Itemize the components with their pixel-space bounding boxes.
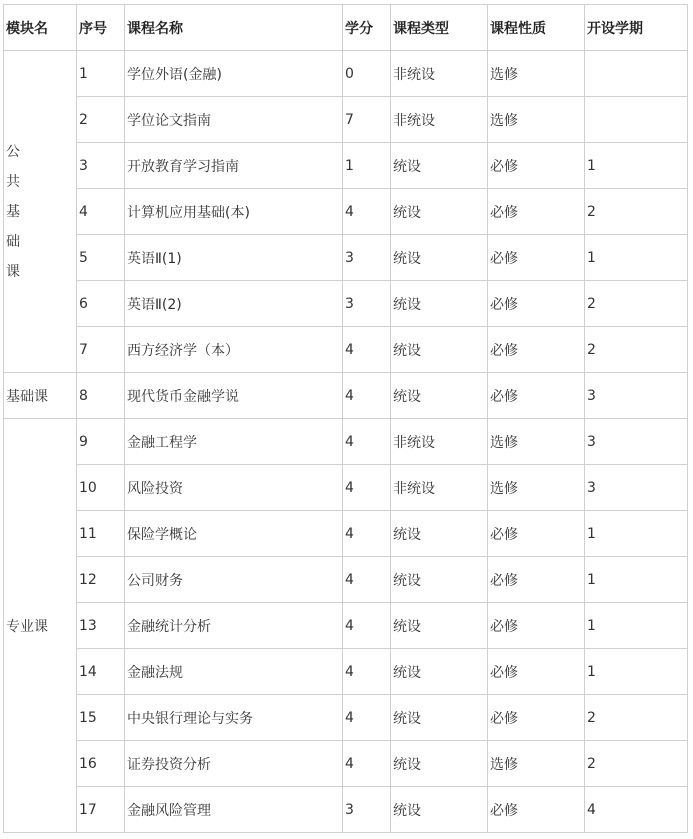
cell-course-name: 金融统计分析 [125,603,343,649]
header-number: 序号 [77,5,125,51]
cell-course-name: 保险学概论 [125,511,343,557]
cell-number: 1 [77,51,125,97]
cell-course-name: 英语Ⅱ(2) [125,281,343,327]
cell-credit: 4 [343,511,391,557]
cell-credit: 4 [343,465,391,511]
cell-course-name: 学位外语(金融) [125,51,343,97]
table-row [4,649,688,695]
header-course-type: 课程类型 [391,5,488,51]
table-row [4,373,688,419]
cell-course-type: 统设 [391,603,488,649]
table-row [4,787,688,833]
cell-course-type: 统设 [391,695,488,741]
cell-number: 6 [77,281,125,327]
module-public-char: 课 [6,263,20,280]
cell-course-type: 非统设 [391,419,488,465]
table-row [4,97,688,143]
cell-course-name: 证券投资分析 [125,741,343,787]
cell-course-nature: 必修 [488,327,585,373]
cell-course-nature: 必修 [488,189,585,235]
cell-term: 3 [585,373,688,419]
cell-course-name: 中央银行理论与实务 [125,695,343,741]
cell-number: 13 [77,603,125,649]
cell-term: 1 [585,235,688,281]
cell-credit: 4 [343,741,391,787]
cell-course-name: 现代货币金融学说 [125,373,343,419]
cell-course-name: 学位论文指南 [125,97,343,143]
table-row [4,327,688,373]
table-row [4,511,688,557]
cell-term: 2 [585,695,688,741]
header-course-nature: 课程性质 [488,5,585,51]
cell-course-type: 统设 [391,327,488,373]
module-public-char: 基 [6,203,20,220]
cell-credit: 4 [343,695,391,741]
cell-course-type: 非统设 [391,97,488,143]
header-row [4,5,688,51]
cell-course-name: 西方经济学（本） [125,327,343,373]
cell-number: 11 [77,511,125,557]
cell-number: 4 [77,189,125,235]
cell-course-nature: 必修 [488,557,585,603]
table-header [4,5,688,51]
cell-term [585,97,688,143]
cell-course-nature: 必修 [488,695,585,741]
cell-course-nature: 选修 [488,419,585,465]
cell-credit: 4 [343,327,391,373]
cell-course-nature: 必修 [488,649,585,695]
header-credit: 学分 [343,5,391,51]
cell-term: 1 [585,649,688,695]
cell-course-nature: 选修 [488,51,585,97]
cell-credit: 4 [343,419,391,465]
module-public-char: 公 [6,143,20,160]
cell-term: 2 [585,741,688,787]
cell-course-type: 统设 [391,649,488,695]
cell-credit: 4 [343,373,391,419]
cell-number: 2 [77,97,125,143]
cell-course-name: 金融风险管理 [125,787,343,833]
cell-credit: 1 [343,143,391,189]
cell-credit: 7 [343,97,391,143]
cell-course-name: 金融工程学 [125,419,343,465]
cell-course-type: 统设 [391,143,488,189]
cell-course-name: 计算机应用基础(本) [125,189,343,235]
cell-number: 17 [77,787,125,833]
cell-credit: 3 [343,281,391,327]
cell-credit: 3 [343,235,391,281]
cell-course-nature: 必修 [488,373,585,419]
cell-credit: 4 [343,649,391,695]
header-course-name: 课程名称 [125,5,343,51]
cell-term: 1 [585,143,688,189]
cell-course-type: 统设 [391,787,488,833]
cell-course-type: 统设 [391,741,488,787]
cell-course-nature: 必修 [488,281,585,327]
cell-credit: 4 [343,557,391,603]
cell-course-name: 英语Ⅱ(1) [125,235,343,281]
cell-course-name: 风险投资 [125,465,343,511]
cell-course-name: 金融法规 [125,649,343,695]
cell-course-nature: 必修 [488,511,585,557]
cell-credit: 0 [343,51,391,97]
cell-course-nature: 必修 [488,143,585,189]
cell-term: 1 [585,557,688,603]
table-row [4,235,688,281]
cell-credit: 3 [343,787,391,833]
table-row [4,603,688,649]
cell-number: 12 [77,557,125,603]
cell-term: 1 [585,511,688,557]
cell-number: 15 [77,695,125,741]
cell-course-type: 统设 [391,373,488,419]
cell-course-nature: 必修 [488,603,585,649]
cell-course-name: 开放教育学习指南 [125,143,343,189]
header-module: 模块名 [4,5,77,51]
cell-course-type: 统设 [391,511,488,557]
cell-course-type: 统设 [391,281,488,327]
table-row [4,51,688,97]
cell-number: 8 [77,373,125,419]
module-major: 专业课 [4,419,77,833]
module-public-char: 共 [6,173,20,190]
table-row [4,189,688,235]
module-basic: 基础课 [4,373,77,419]
cell-number: 9 [77,419,125,465]
cell-number: 14 [77,649,125,695]
cell-number: 7 [77,327,125,373]
cell-course-nature: 选修 [488,465,585,511]
cell-term: 3 [585,465,688,511]
cell-course-type: 统设 [391,235,488,281]
table-row [4,419,688,465]
cell-course-type: 统设 [391,557,488,603]
cell-course-name: 公司财务 [125,557,343,603]
cell-course-nature: 选修 [488,741,585,787]
header-term: 开设学期 [585,5,688,51]
course-table [3,4,688,833]
cell-course-type: 非统设 [391,465,488,511]
cell-course-type: 统设 [391,189,488,235]
table-row [4,281,688,327]
table-row [4,143,688,189]
cell-course-nature: 必修 [488,787,585,833]
cell-credit: 4 [343,603,391,649]
cell-course-nature: 必修 [488,235,585,281]
cell-term: 2 [585,327,688,373]
cell-term: 2 [585,281,688,327]
cell-term [585,51,688,97]
cell-credit: 4 [343,189,391,235]
cell-course-type: 非统设 [391,51,488,97]
cell-term: 1 [585,603,688,649]
table-row [4,465,688,511]
module-public-basic [4,51,77,373]
cell-course-nature: 选修 [488,97,585,143]
cell-number: 10 [77,465,125,511]
cell-number: 5 [77,235,125,281]
cell-term: 4 [585,787,688,833]
table-row [4,695,688,741]
cell-term: 3 [585,419,688,465]
table-body [4,51,688,833]
cell-term: 2 [585,189,688,235]
cell-number: 16 [77,741,125,787]
module-public-char: 础 [6,233,20,250]
table-row [4,741,688,787]
table-row [4,557,688,603]
cell-number: 3 [77,143,125,189]
